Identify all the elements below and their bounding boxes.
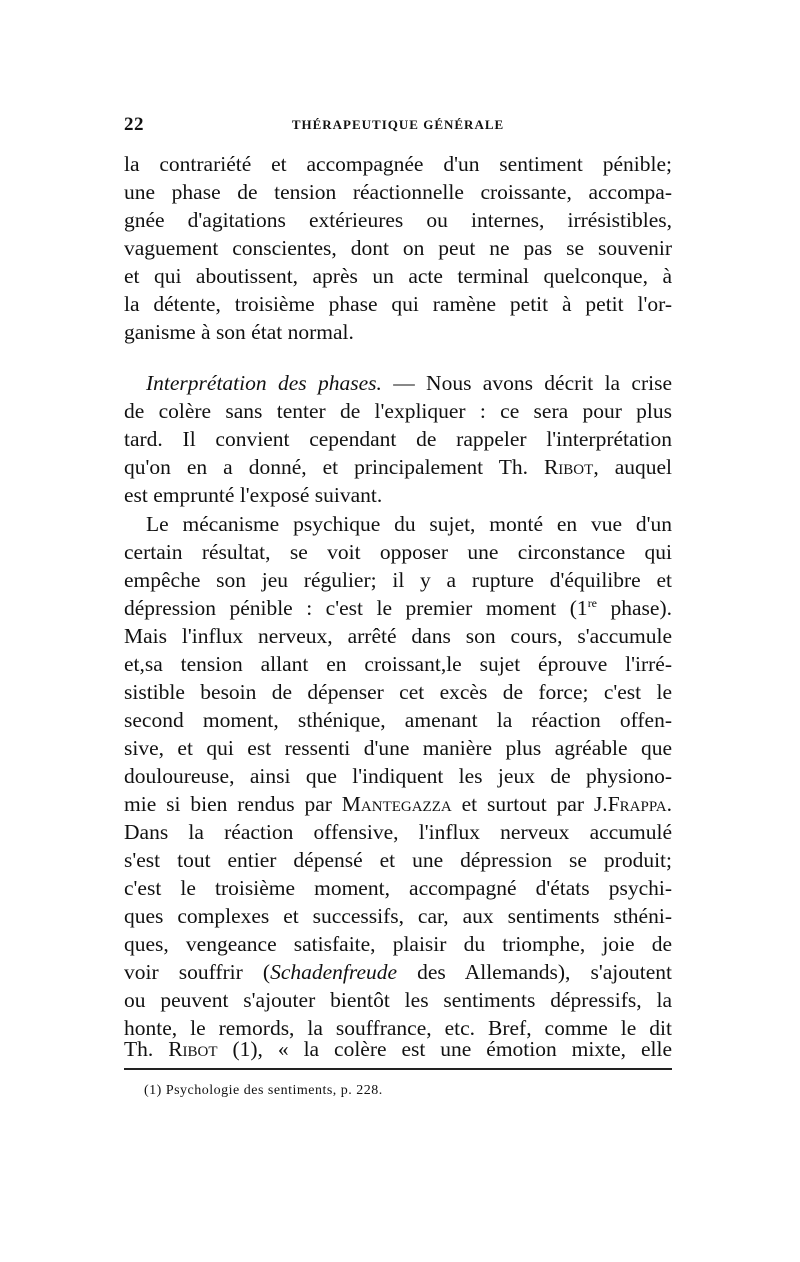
italic-term: Schadenfreude [270, 960, 398, 984]
text-span: (1), « la colère est une émotion mixte, elle [217, 1037, 672, 1061]
author-name: Ribot [543, 455, 594, 479]
page-number: 22 [124, 114, 144, 135]
text-line: empêche son jeu régulier; il y a rupture d'équilibre et [124, 568, 672, 592]
text-span: — Nous avons décrit la crise [393, 371, 672, 395]
section-first-line [124, 368, 672, 398]
text-line: Le mécanisme psychique du sujet, monté en vue d'un [146, 512, 672, 536]
text-span: qu'on en a donné, et principalement Th. [124, 455, 528, 479]
text-span: dépression pénible : c'est le premier moment (1 [124, 596, 588, 620]
text-line [124, 593, 672, 623]
text-line [124, 1034, 672, 1064]
text-line: ou peuvent s'ajouter bientôt les sentiments dépressifs, la [124, 988, 672, 1012]
text-span: voir souffrir ( [124, 960, 271, 984]
text-line: la contrariété et accompagnée d'un sentiment pénible; [124, 152, 672, 176]
text-line [124, 789, 672, 819]
author-name: Mantegazza [341, 792, 452, 816]
text-line: gnée d'agitations extérieures ou internes, irrésistibles, [124, 208, 672, 232]
text-line: c'est le troisième moment, accompagné d'états psychi- [124, 876, 672, 900]
text-line [124, 957, 672, 987]
text-line: honte, le remords, la souffrance, etc. Bref, comme le dit [124, 1016, 672, 1040]
text-span: phase). [597, 596, 672, 620]
text-span: des Allemands), s'ajoutent [397, 960, 672, 984]
text-line: tard. Il convient cependant de rappeler l'interprétation [124, 427, 672, 451]
text-span: Th. [124, 1037, 169, 1061]
footnote: (1) Psychologie des sentiments, p. 228. [144, 1083, 383, 1098]
text-line: vaguement conscientes, dont on peut ne pas se souvenir [124, 236, 672, 260]
text-line: une phase de tension réactionnelle croissante, accompa- [124, 180, 672, 204]
text-line: ques complexes et successifs, car, aux sentiments sthéni- [124, 904, 672, 928]
text-line: et qui aboutissent, après un acte terminal quelconque, à [124, 264, 672, 288]
text-line: ganisme à son état normal. [124, 320, 354, 344]
running-head [124, 114, 672, 140]
text-line: Dans la réaction offensive, l'influx nerveux accumulé [124, 820, 672, 844]
text-line: est emprunté l'exposé suivant. [124, 483, 383, 507]
text-line: second moment, sthénique, amenant la réaction offen- [124, 708, 672, 732]
text-span: et surtout par J. [451, 792, 608, 816]
text-line [124, 452, 672, 482]
text-line: sistible besoin de dépenser cet excès de force; c'est le [124, 680, 672, 704]
footnote-rule [124, 1068, 672, 1070]
text-line: ques, vengeance satisfaite, plaisir du triomphe, joie de [124, 932, 672, 956]
text-line: sive, et qui est ressenti d'une manière plus agréable que [124, 736, 672, 760]
running-title: THÉRAPEUTIQUE GÉNÉRALE [291, 117, 505, 132]
superscript: re [587, 595, 598, 610]
text-line: certain résultat, se voit opposer une circonstance qui [124, 540, 672, 564]
text-line: s'est tout entier dépensé et une dépression se produit; [124, 848, 672, 872]
text-line: et,sa tension allant en croissant,le sujet éprouve l'irré- [124, 652, 672, 676]
text-span: . [666, 792, 672, 816]
text-line: Mais l'influx nerveux, arrêté dans son cours, s'accumule [124, 624, 672, 648]
text-line: la détente, troisième phase qui ramène petit à petit l'or- [124, 292, 672, 316]
author-name: Ribot [168, 1037, 218, 1061]
text-span: mie si bien rendus par [124, 792, 342, 816]
section-heading: Interprétation des phases. [146, 371, 382, 395]
text-span: , auquel [593, 455, 672, 479]
author-name: Frappa [607, 792, 667, 816]
text-line: douloureuse, ainsi que l'indiquent les jeux de physiono- [124, 764, 672, 788]
text-line: de colère sans tenter de l'expliquer : ce sera pour plus [124, 399, 672, 423]
